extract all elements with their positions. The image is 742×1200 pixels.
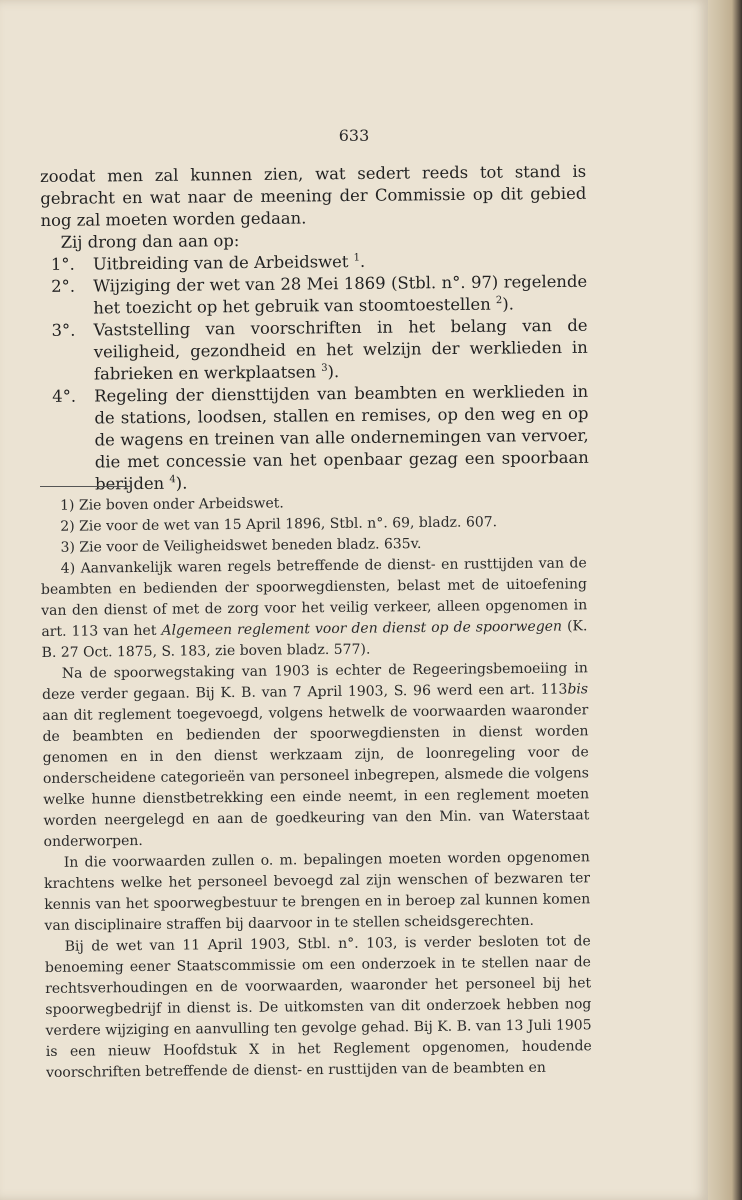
footnote-2: 2) Zie voor de wet van 15 April 1896, Stbl. n°. 69, bladz. 607. [60,514,498,535]
item-number: 4°. [52,386,77,406]
intro-paragraph: zoodat men zal kunnen zien, wat sedert reeds tot stand is gebracht en wat naar de meening der Commissie op dit gebied nog zal moeten worden gedaan. [40,161,587,230]
list-item: 1°. Uitbreiding van de Arbeidswet $^1$. [41,249,587,276]
list-item: 4°. Regeling der diensttijden van beambten en werklieden in de stations, loodsen, stallen en remises, op den weg en op de wagens en treinen van alle ondernemingen van vervoer, die met concessie van het openbaar gezag een spoorbaan berijden $^4$). [42,381,589,496]
list-item: 2°. Wijziging der wet van 28 Mei 1869 (Stbl. n°. 97) regelende het toezicht op het gebruik van stoomtoestellen $^2$). [41,271,587,320]
main-text [40,161,589,496]
footnote-ref: 3 [321,362,328,374]
footnote-ref: 2 [495,295,503,307]
footnote-4: 4) Aanvankelijk waren regels betreffende de dienst- en rusttijden van de beambten en bedienden der spoorwegdiensten, belast met de uitoefening van den dienst of met de zorg voor het veilig verkeer, alleen opgenomen in art. 113 van het Algemeen reglement voor den dienst op de spoorwegen (K. B. 27 Oct. 1875, S. 183, zie boven bladz. 577). [40,555,588,661]
item-text: Uitbreiding van de Arbeidswet [92,252,349,274]
footnote-ref: 1 [353,252,360,264]
item-text: Wijziging der wet van 28 Mei 1869 (Stbl. n°. 97) regelende het toezicht op het gebruik van stoomtoestellen [93,271,588,318]
footnote-3: 3) Zie voor de Veiligheidswet beneden bladz. 635v. [60,536,422,556]
list-item: 3°. Vaststelling van voorschriften in het belang van de veiligheid, gezondheid en het welzijn der werklieden in fabrieken en werkplaatsen $^3$). [41,315,588,386]
italic-title: Algemeen reglement voor den dienst op de spoorwegen [161,618,563,639]
item-text: Vaststelling van voorschriften in het belang van de veiligheid, gezondheid en het welzijn der werklieden in fabrieken en werkplaatsen [93,315,588,384]
page-edge [708,0,742,1200]
lead-line: Zij drong dan aan op: [60,231,240,252]
footnote-ref: 4 [169,474,176,486]
footnote-paragraph: Na de spoorwegstaking van 1903 is echter de Regeeringsbemoeiing in deze verder gegaan. Bij K. B. van 7 April 1903, S. 96 werd een art. 113bis aan dit reglement toegevoegd, volgens hetwelk de voorwaarden waaronder de beambten en bedienden der spoorwegdiensten in dienst worden genomen en in den dienst werkzaam zijn, de loonregeling voor de onderscheidene categorieën van personeel inbegrepen, alsmede die volgens welke hunne dienstbetrekking een einde neemt, in een reglement moeten worden neergelegd en aan de goedkeuring van den Min. van Waterstaat onderworpen. [42,660,590,850]
item-text: Regeling der diensttijden van beambten en werklieden in de stations, loodsen, stallen en remises, op den weg en op de wagens en treinen van alle ondernemingen van vervoer, die met concessie van het openbaar gezag een spoorbaan berijden [94,381,589,494]
footnotes [40,490,592,1084]
page-number: 633 [338,126,370,145]
footnote-1: 1) Zie boven onder Arbeidswet. [60,495,284,514]
item-number: 1°. [50,254,75,274]
footnote-divider [40,486,132,487]
footnote-paragraph: Bij de wet van 11 April 1903, Stbl. n°. 103, is verder besloten tot de benoeming eener Staatscommissie om een onderzoek in te stellen naar de rechtsverhoudingen en de voorwaarden, waaronder het personeel bij het spoorwegbedrijf in dienst is. De uitkomsten van dit onderzoek hebben nog verdere wijziging en aanvulling ten gevolge gehad. Bij K. B. van 13 Juli 1905 is een nieuw Hoofdstuk X in het Reglement opgenomen, houdende voorschriften betreffende de dienst- en rusttijden van de beambten en [44,933,592,1081]
item-number: 3°. [51,320,76,340]
item-number: 2°. [51,276,76,296]
footnote-paragraph: In die voorwaarden zullen o. m. bepalingen moeten worden opgenomen krachtens welke het personeel bevoegd zal zijn wenschen of bezwaren ter kennis van het spoorwegbestuur te brengen en in beroep zal kunnen komen van disciplinaire straffen bij daarvoor in te stellen scheidsgerechten. [43,849,591,934]
